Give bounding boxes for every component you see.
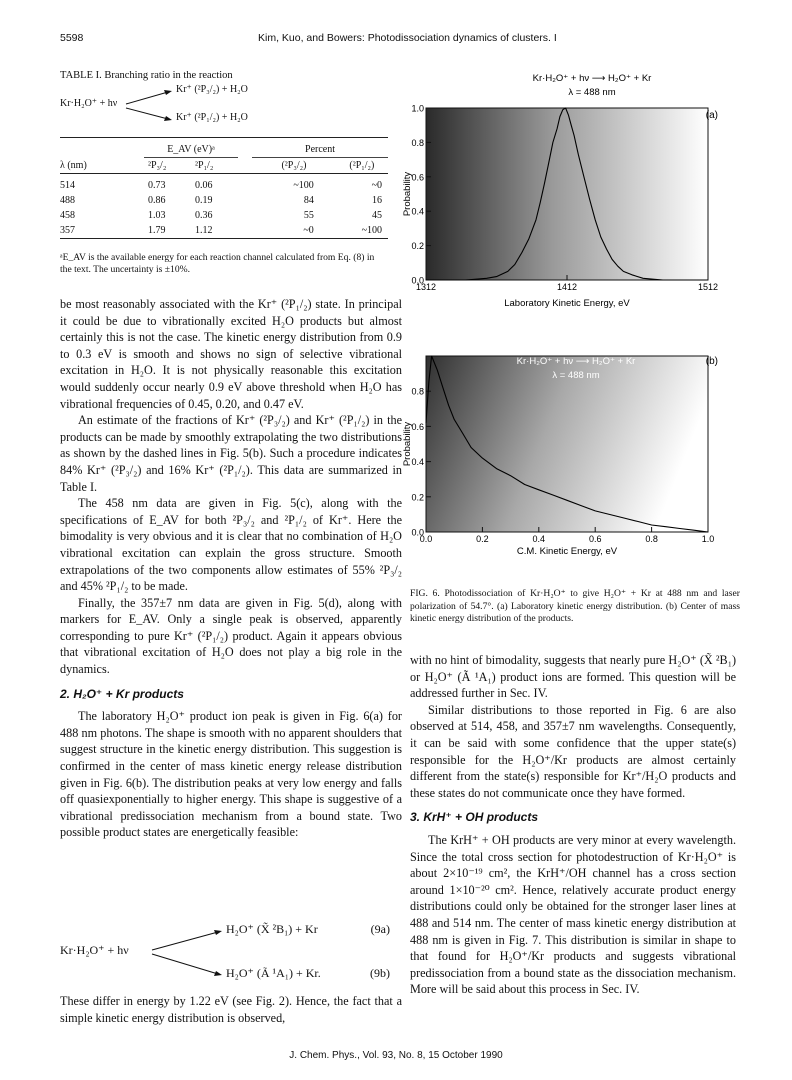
col-eav-p12: ²P₁/₂ <box>195 160 214 171</box>
figure-6-plots <box>396 64 736 584</box>
paragraph: An estimate of the fractions of Kr⁺ (²P₃/₂) and Kr⁺ (²P₁/₂) in the products can be made by smoothly extrapolating the two distributions as shown by the dashed lines in Fig. 5(b). Such a procedure indicates 84% Kr⁺ (²P₃/₂) and 16% Kr⁺ (²P₁/₂). This data are summarized in Table I. <box>60 413 402 494</box>
eq-reactant: Kr·H₂O⁺ + hν <box>60 943 129 957</box>
panel-b-label: (b) <box>705 356 718 367</box>
equation-9 <box>60 920 390 986</box>
table-cell: ~100 <box>361 225 382 236</box>
table-cell: ~0 <box>371 180 382 191</box>
panel-a-subtitle: λ = 488 nm <box>568 87 616 98</box>
table-cell: 1.79 <box>148 225 166 236</box>
panel-a-xlabel: Laboratory Kinetic Energy, eV <box>504 298 630 309</box>
panel-b-x-tick-label: 0.8 <box>645 534 658 544</box>
table-cell: ~0 <box>303 225 314 236</box>
eq-9b: H₂O⁺ (Ã ¹A₁) + Kr. <box>226 966 321 980</box>
table-column-header <box>60 158 388 174</box>
panel-b-y-tick-label: 0.8 <box>411 386 424 397</box>
panel-b-x-tick-label: 0.4 <box>532 534 546 544</box>
panel-a-shading <box>426 108 708 280</box>
panel-b-xlabel: C.M. Kinetic Energy, eV <box>516 546 618 557</box>
panel-a-y-tick-label: 1.0 <box>411 103 424 114</box>
left-column-end <box>60 993 402 1026</box>
table-row <box>60 193 388 208</box>
panel-a-x-tick-label: 1412 <box>556 282 578 292</box>
reactant-label: Kr·H₂O⁺ + hν <box>60 98 118 109</box>
table-title: TABLE I. Branching ratio in the reaction <box>60 70 233 81</box>
paragraph: with no hint of bimodality, suggests that nearly pure H₂O⁺ (X̃ ²B₁) or H₂O⁺ (Ã ¹A₁) product ions are formed. This question will be addressed further in Sec. IV. <box>410 653 736 701</box>
panel-b-y-tick-label: 0.0 <box>411 527 424 538</box>
table-cell: 84 <box>303 195 314 206</box>
paragraph: The laboratory H₂O⁺ product ion peak is given in Fig. 6(a) for 488 nm photons. The shape is smooth with no apparent shoulders that suggest structure in the kinetic energy distribution. This suggestion is confirmed in the center of mass kinetic energy release distribution given in Fig. 6(b). The distribution peaks at very low energy and falls off quasiexponentially to higher energy. This shape is suggestive of a vibrational predissociation mechanism from a bound state. Two possible product states are energetically feasible: <box>60 709 402 840</box>
table-cell: 514 <box>60 180 75 191</box>
table-cell: 488 <box>60 195 75 206</box>
panel-b <box>402 356 718 557</box>
paragraph: The 458 nm data are given in Fig. 5(c), along with the specifications of E_AV for both ²P₃/₂ and ²P₁/₂ of Kr⁺. Here the bimodality is very obvious and it is clear that no combination of H₂O vibrational excitation can explain the gross structure. Smooth extrapolations of the two components allow estimates of 55% ²P₃/₂ and 45% ²P₁/₂ to be made. <box>60 496 402 594</box>
channel-1-label: Kr⁺ (²P₃/₂) + H₂O <box>176 84 248 95</box>
table-top-rule <box>60 137 388 138</box>
paragraph: The KrH⁺ + OH products are very minor at every wavelength. Since the total cross section for photodestruction of Kr·H₂O⁺ is about 2×10⁻¹⁹ cm², the KrH⁺/OH channel has a cross section around 1×10⁻²⁰ cm². Hence, relatively accurate product energy distributions could only be obtained for the stronger laser lines at 488 and 514 nm. The center of mass kinetic energy distribution at 488 nm is given in Fig. 7. This distribution is similar in shape to that found for H₂O⁺/Kr products and suggests vibrational predissociation from a bound state as the dissociation mechanism. More will be said about this process in Sec. IV. <box>410 832 736 997</box>
col-pct-p12: (²P₁/₂) <box>349 160 375 171</box>
channel-2-label: Kr⁺ (²P₁/₂) + H₂O <box>176 112 248 123</box>
panel-a-y-tick-label: 0.8 <box>411 137 424 148</box>
panel-a-ylabel: Probability <box>402 171 413 217</box>
journal-footer: J. Chem. Phys., Vol. 93, No. 8, 15 October 1990 <box>289 1050 503 1061</box>
table-cell: 1.12 <box>195 225 213 236</box>
table-cell: 0.73 <box>148 180 166 191</box>
table-cell: 0.19 <box>195 195 213 206</box>
panel-b-x-tick-label: 0.2 <box>476 534 489 544</box>
panel-a-y-tick-label: 0.0 <box>411 275 424 286</box>
paragraph: These differ in energy by 1.22 eV (see Fig. 2). Hence, the fact that a simple kinetic energy distribution is observed, <box>60 994 402 1025</box>
figure-6 <box>396 64 736 584</box>
panel-b-y-tick-label: 0.2 <box>411 492 424 503</box>
paragraph: Finally, the 357±7 nm data are given in Fig. 5(d), along with markers for E_AV. Only a single peak is observed, apparently corresponding to pure Kr⁺ (²P₁/₂) product. Again it appears obvious that vibrational excitation of H₂O does not play a big role in the dynamics. <box>60 595 402 677</box>
running-title: Kim, Kuo, and Bowers: Photodissociation dynamics of clusters. I <box>258 32 557 44</box>
col-lambda: λ (nm) <box>60 159 87 171</box>
right-column <box>410 652 736 998</box>
table-row <box>60 178 388 193</box>
col-pct-p32: (²P₃/₂) <box>281 160 307 171</box>
percent-group-header: Percent <box>252 142 388 158</box>
panel-b-title: Kr·H₂O⁺ + hν ⟶ H₂O⁺ + Kr <box>516 356 636 367</box>
eq-9b-number: (9b) <box>370 966 390 980</box>
page-number: 5598 <box>60 32 84 44</box>
panel-a-y-tick-label: 0.4 <box>411 206 424 217</box>
section-heading: 3. KrH⁺ + OH products <box>410 810 539 825</box>
table-cell: 45 <box>372 210 382 221</box>
table-cell: 0.36 <box>195 210 213 221</box>
paragraph: Similar distributions to those reported in Fig. 6 are also observed at 514, 458, and 357±7 nm wavelengths. Consequently, it can be said with some confidence that the upper state(s) responsible for the H₂O⁺/Kr products are almost certainly different from the state(s) responsible for Kr⁺/H₂O products and these states do not communicate once they have formed. <box>410 702 736 800</box>
eav-group-header: E_AV (eV)ᵃ <box>144 142 238 158</box>
panel-b-x-tick-label: 0.0 <box>419 534 433 544</box>
table-footnote: ᵃE_AV is the available energy for each reaction channel calculated from Eq. (8) in the text. The uncertainty is ±10%. <box>60 252 375 275</box>
panel-b-y-tick-label: 0.6 <box>411 421 424 432</box>
table-cell: 1.03 <box>148 210 166 221</box>
eq-9a: H₂O⁺ (X̃ ²B₁) + Kr <box>226 922 318 936</box>
table-cell: ~100 <box>293 180 314 191</box>
panel-a-y-tick-label: 0.6 <box>411 172 424 183</box>
panel-a-title: Kr·H₂O⁺ + hν ⟶ H₂O⁺ + Kr <box>532 73 652 84</box>
panel-a-x-tick-label: 1312 <box>415 282 437 292</box>
section-heading: 2. H₂O⁺ + Kr products <box>60 686 184 701</box>
panel-b-y-tick-label: 0.4 <box>411 457 424 468</box>
panel-a <box>402 73 718 309</box>
table-cell: 55 <box>303 210 314 221</box>
table-row <box>60 208 388 223</box>
panel-a-label: (a) <box>705 110 718 121</box>
panel-b-ylabel: Probability <box>402 421 413 467</box>
figure-caption: FIG. 6. Photodissociation of Kr·H₂O⁺ to give H₂O⁺ + Kr at 488 nm and laser polarization of 54.7°. (a) Laboratory kinetic energy distribution. (b) Center of mass kinetic energy distribution of the products. <box>410 588 740 624</box>
table-cell: 0.86 <box>148 195 166 206</box>
panel-b-shading <box>426 356 708 532</box>
table-row <box>60 223 388 239</box>
table-cell: 458 <box>60 210 75 221</box>
table-cell: 0.06 <box>195 180 213 191</box>
reaction-scheme <box>60 84 360 130</box>
left-column <box>60 296 402 841</box>
branching-ratio-table <box>60 142 388 239</box>
table-cell: 16 <box>372 195 382 206</box>
col-eav-p32: ²P₃/₂ <box>148 160 167 171</box>
panel-a-y-tick-label: 0.2 <box>411 241 424 252</box>
panel-b-subtitle: λ = 488 nm <box>552 370 600 381</box>
paragraph: be most reasonably associated with the Kr⁺ (²P₁/₂) state. In principal it could be due to vibrationally excited H₂O products but almost certainly this is not the case. The kinetic energy distribution from 0.9 to 0.3 eV is smooth and shows no sign of selective vibrational excitation in H₂O. It is not physically reasonable this excitation would suddenly occur nearly 0.9 eV above threshold when H₂O has vibrational frequencies of 0.45, 0.20, and 0.47 eV. <box>60 297 402 411</box>
table-group-header <box>60 142 388 158</box>
eq-9a-number: (9a) <box>370 922 390 936</box>
panel-b-x-tick-label: 1.0 <box>701 534 715 544</box>
panel-a-x-tick-label: 1512 <box>697 282 719 292</box>
table-cell: 357 <box>60 225 75 236</box>
panel-b-x-tick-label: 0.6 <box>588 534 602 544</box>
